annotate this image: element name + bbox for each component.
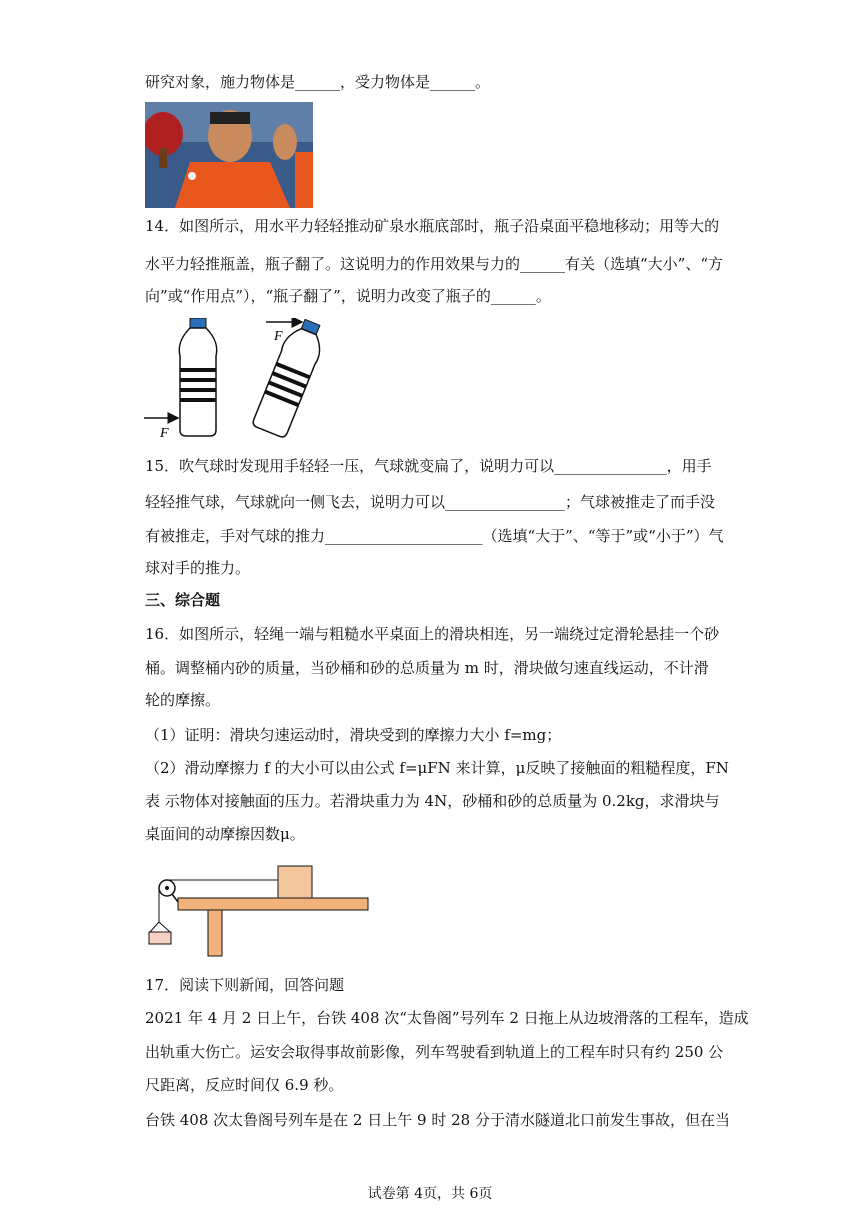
question-16-line-4: （1）证明：滑块匀速运动时，滑块受到的摩擦力大小 f=mg； [145,726,562,744]
question-17-line-3: 出轨重大伤亡。运安会取得事故前影像，列车驾驶看到轨道上的工程车时只有约 250 公 [145,1043,724,1061]
question-17-line-2: 2021 年 4 月 2 日上午，台铁 408 次“太鲁阁”号列车 2 日拖上从边坡滑落的工程车，造成 [145,1009,749,1027]
water-bottles-figure [140,318,350,443]
question-14-line-1: 14．如图所示，用水平力轻轻推动矿泉水瓶底部时，瓶子沿桌面平稳地移动；用等大的 [145,217,720,235]
pulley-slider-figure [145,864,370,959]
slider-block [278,866,312,898]
question-14-line-3: 向”或“作用点”），“瓶子翻了”，说明力改变了瓶子的______。 [145,287,551,305]
section-heading: 三、综合题 [145,591,221,609]
force-label-top: F [274,329,283,344]
sand-bucket [149,932,171,944]
question-14-line-2: 水平力轻推瓶盖，瓶子翻了。这说明力的作用效果与力的______有关（选填“大小”、“方 [145,255,724,273]
question-16-line-2: 桶。调整桶内砂的质量，当砂桶和砂的总质量为 m 时，滑块做匀速直线运动，不计滑 [145,659,709,677]
question-16-line-6: 表 示物体对接触面的压力。若滑块重力为 4N，砂桶和砂的总质量为 0.2kg，求滑块与 [145,792,720,810]
question-16-line-1: 16．如图所示，轻绳一端与粗糙水平桌面上的滑块相连，另一端绕过定滑轮悬挂一个砂 [145,625,720,643]
table-tennis-player-photo [145,102,313,208]
table-top [178,898,368,910]
question-15-line-1: 15．吹气球时发现用手轻轻一压，气球就变扁了，说明力可以_______________，用手 [145,457,712,475]
question-17-line-4: 尺距离，反应时间仅 6.9 秒。 [145,1076,344,1094]
question-15-line-2: 轻轻推气球，气球就向一侧飞去，说明力可以________________；气球被推走了而手没 [145,493,716,511]
text-line: 研究对象，施力物体是______，受力物体是______。 [145,73,491,91]
question-15-line-4: 球对手的推力。 [145,559,251,577]
question-16-line-3: 轮的摩擦。 [145,691,221,709]
upright-bottle [179,318,216,436]
table-leg [208,910,222,956]
question-16-line-7: 桌面间的动摩擦因数μ。 [145,825,305,843]
question-15-line-3: 有被推走，手对气球的推力_____________________（选填“大于”、“等于”或“小于”）气 [145,527,724,545]
force-label-bottom: F [160,426,169,441]
question-17-line-1: 17．阅读下则新闻，回答问题 [145,976,345,994]
page-footer: 试卷第 4页，共 6页 [367,1186,493,1202]
question-17-line-5: 台铁 408 次太鲁阁号列车是在 2 日上午 9 时 28 分于清水隧道北口前发生事故，但在当 [145,1111,730,1129]
tilted-bottle [251,318,330,439]
question-16-line-5: （2）滑动摩擦力 f 的大小可以由公式 f=μFN 来计算，μ反映了接触面的粗糙程度，FN [145,759,729,777]
